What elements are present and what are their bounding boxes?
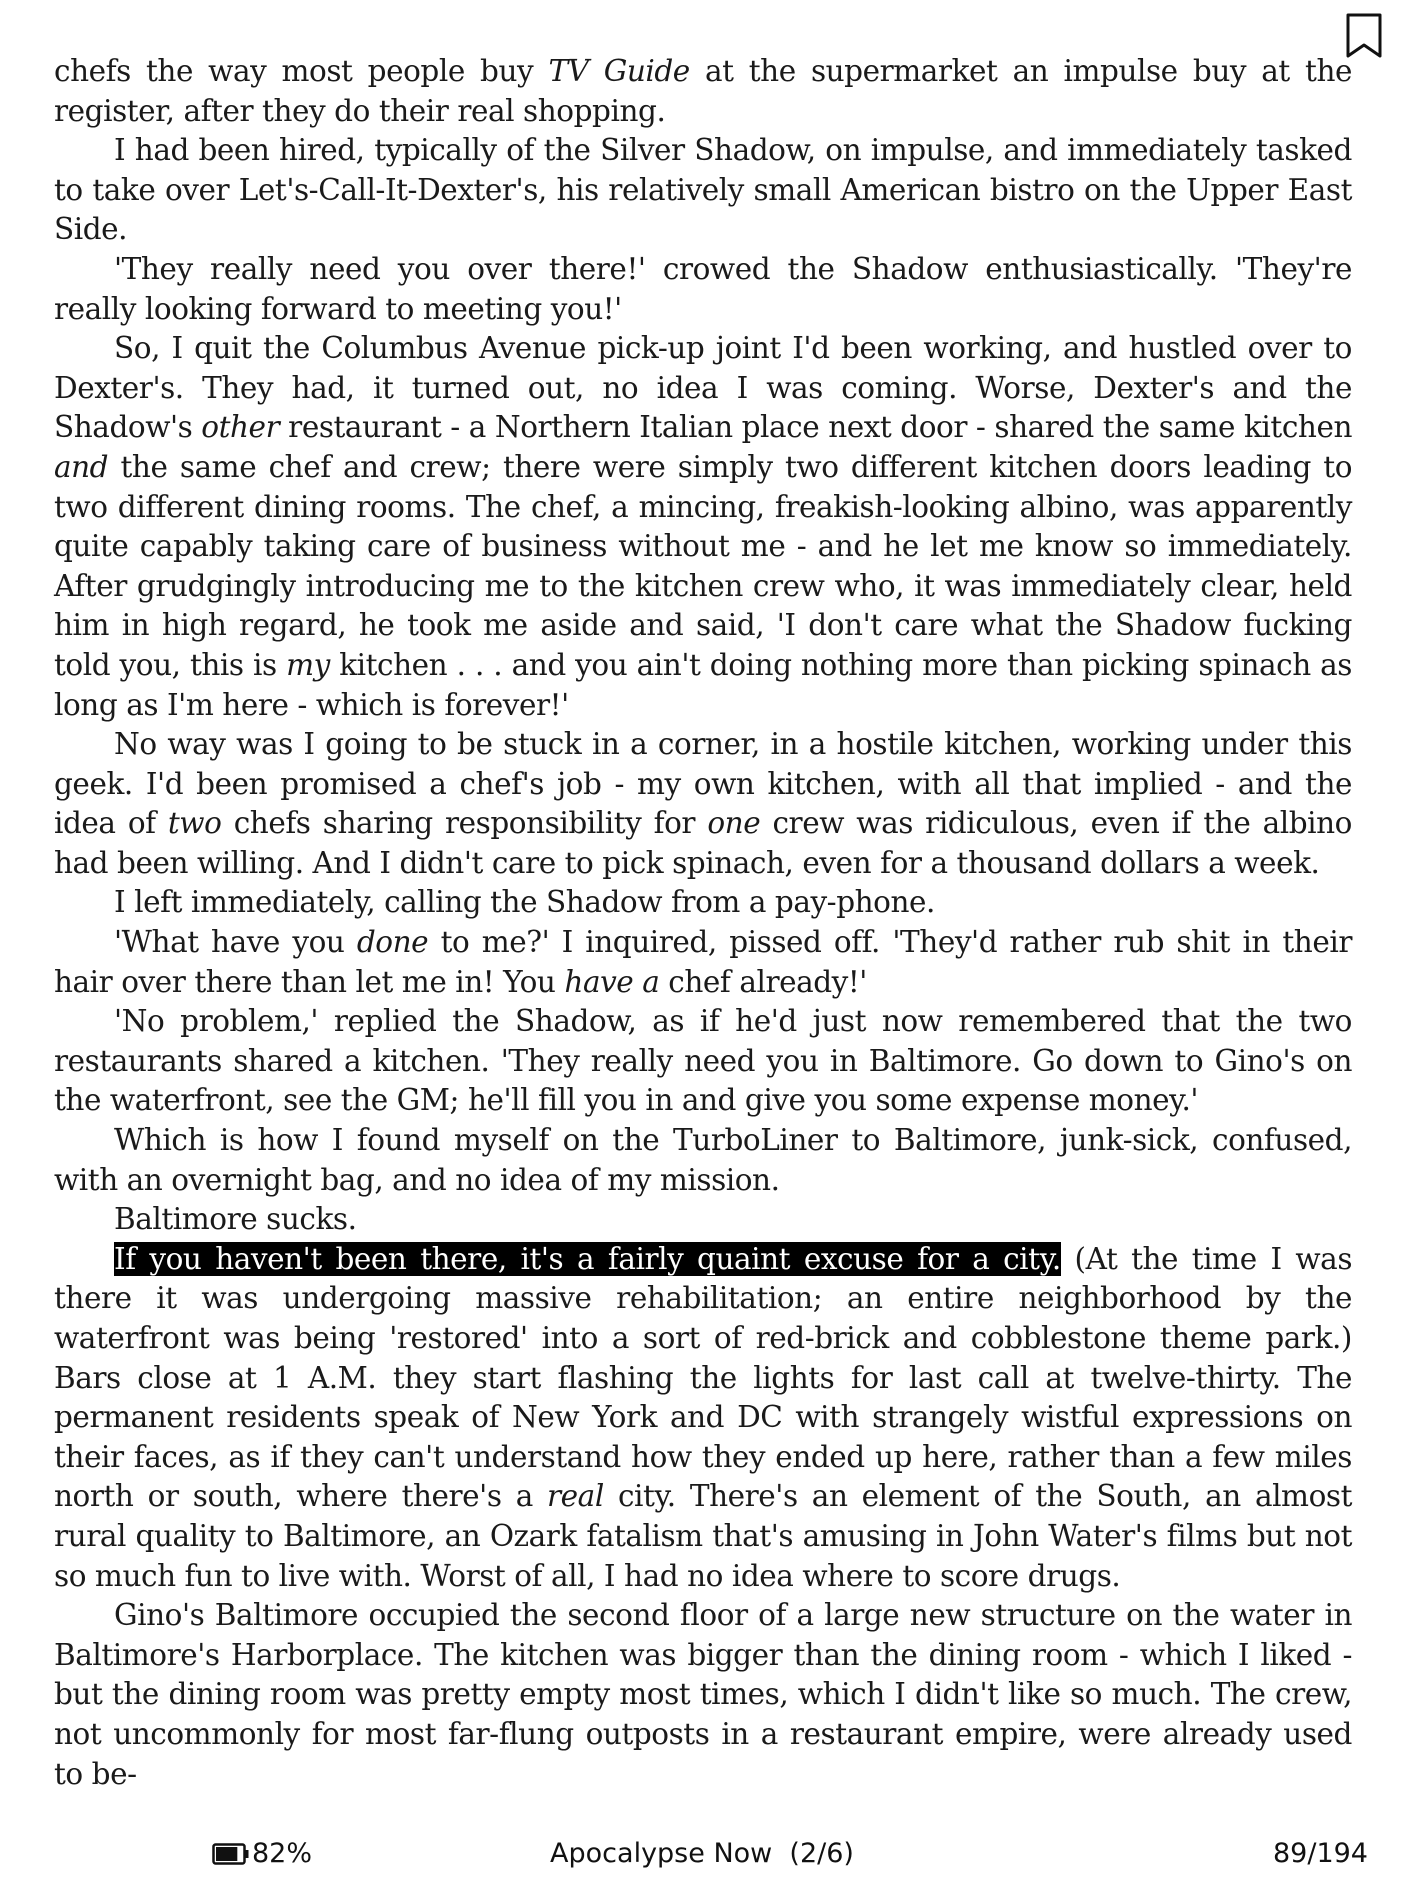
paragraph (54, 250, 1352, 329)
page-counter: 89/194 (1273, 1838, 1368, 1869)
text-run: at the supermarket an impulse buy at the register, after they do their real shopping. (54, 54, 1353, 128)
text-run: restaurant - a Northern Italian place next door - shared the same kitchen (279, 410, 1352, 445)
italic-text: other (201, 410, 280, 445)
text-run: crew was ridiculous, even if the albino had been willing. And I didn't care to pick spinach, even for a thousand dollars a week. (54, 806, 1352, 880)
italic-text: have a (564, 964, 660, 999)
paragraph (54, 52, 1352, 131)
chapter-title[interactable]: Apocalypse Now (2/6) (550, 1838, 854, 1869)
paragraph (54, 329, 1352, 725)
paragraph (54, 131, 1352, 250)
book-text (54, 52, 1352, 1794)
status-bar (0, 1838, 1404, 1878)
text-run: chef already!' (659, 964, 867, 999)
text-run: Baltimore sucks. (114, 1202, 357, 1237)
battery-percent: 82% (252, 1838, 313, 1869)
italic-text: two (167, 806, 222, 841)
text-run: chefs sharing responsibility for (221, 806, 708, 841)
italic-text: TV Guide (548, 54, 690, 88)
text-run: kitchen . . . and you ain't doing nothing more than picking spinach as long as I'm here - which is forever!' (54, 647, 1352, 722)
text-run: Gino's Baltimore occupied the second floor of a large new structure on the water in Baltimore's Harborplace. The kitchen was bigger than the dining room - which I liked - but the dining room was pretty empty most times, which I didn't like so much. The crew, not uncommonly for most far-flung outposts in a restaurant empire, were already used to be- (54, 1598, 1352, 1791)
italic-text: one (707, 806, 761, 841)
text-run: 'No problem,' replied the Shadow, as if he'd just now remembered that the two restaurants shared a kitchen. 'They really need you in Baltimore. Go down to Gino's on the waterfront, see the GM; he'll fill you in and give you some expense money.' (54, 1004, 1352, 1118)
highlighted-text[interactable]: If you haven't been there, it's a fairly quaint excuse for a city. (114, 1241, 1061, 1276)
text-run: I left immediately, calling the Shadow from a pay-phone. (114, 885, 935, 920)
paragraph (54, 1121, 1352, 1200)
text-run: chefs the way most people buy (54, 54, 549, 88)
italic-text: real (547, 1479, 604, 1514)
italic-text: my (286, 647, 330, 682)
paragraph (54, 923, 1352, 1002)
text-run: to me?' I inquired, pissed off. 'They'd rather rub shit in their hair over there than let me in! You (54, 925, 1352, 999)
text-run: Which is how I found myself on the TurboLiner to Baltimore, junk-sick, confused, with an overnight bag, and no idea of my mission. (54, 1123, 1352, 1197)
text-run: the same chef and crew; there were simply two different kitchen doors leading to two different dining rooms. The chef, a mincing, freakish-looking albino, was apparently quite capably taking care of business without me - and he let me know so immediately. After grudgingly introducing me to the kitchen crew who, it was immediately clear, held him in high regard, he took me aside and said, 'I don't care what the Shadow fucking told you, this is (54, 449, 1352, 682)
text-run: I had been hired, typically of the Silver Shadow, on impulse, and immediately tasked to take over Let's-Call-It-Dexter's, his relatively small American bistro on the Upper East Side. (54, 133, 1352, 247)
paragraph (54, 1200, 1352, 1240)
text-run: city. There's an element of the South, an almost rural quality to Baltimore, an Ozark fatalism that's amusing in John Water's films but not so much fun to live with. Worst of all, I had no idea where to score drugs. (54, 1479, 1352, 1593)
paragraph (54, 725, 1352, 883)
italic-text: and (54, 449, 109, 484)
italic-text: done (356, 925, 429, 960)
text-run: 'They really need you over there!' crowed the Shadow enthusiastically. 'They're really looking forward to meeting you!' (54, 251, 1352, 326)
text-run: 'What have you (114, 925, 357, 960)
text-run: (At the time I was there it was undergoing massive rehabilitation; an entire neighborhood by the waterfront was being 'restored' into a sort of red-brick and cobblestone theme park.) Bars close at 1 A.M. they start flashing the lights for last call at twelve-thirty. The permanent residents speak of New York and DC with strangely wistful expressions on their faces, as if they can't understand how they ended up here, rather than a few miles north or south, where there's a (54, 1241, 1353, 1514)
text-run: So, I quit the Columbus Avenue pick-up joint I'd been working, and hustled over to Dexter's. They had, it turned out, no idea I was coming. Worse, Dexter's and the Shadow's (54, 331, 1352, 445)
paragraph (54, 1002, 1352, 1121)
text-run: No way was I going to be stuck in a corner, in a hostile kitchen, working under this geek. I'd been promised a chef's job - my own kitchen, with all that implied - and the idea of (54, 727, 1352, 841)
paragraph (54, 1240, 1352, 1596)
paragraph (54, 1596, 1352, 1794)
paragraph (54, 883, 1352, 923)
